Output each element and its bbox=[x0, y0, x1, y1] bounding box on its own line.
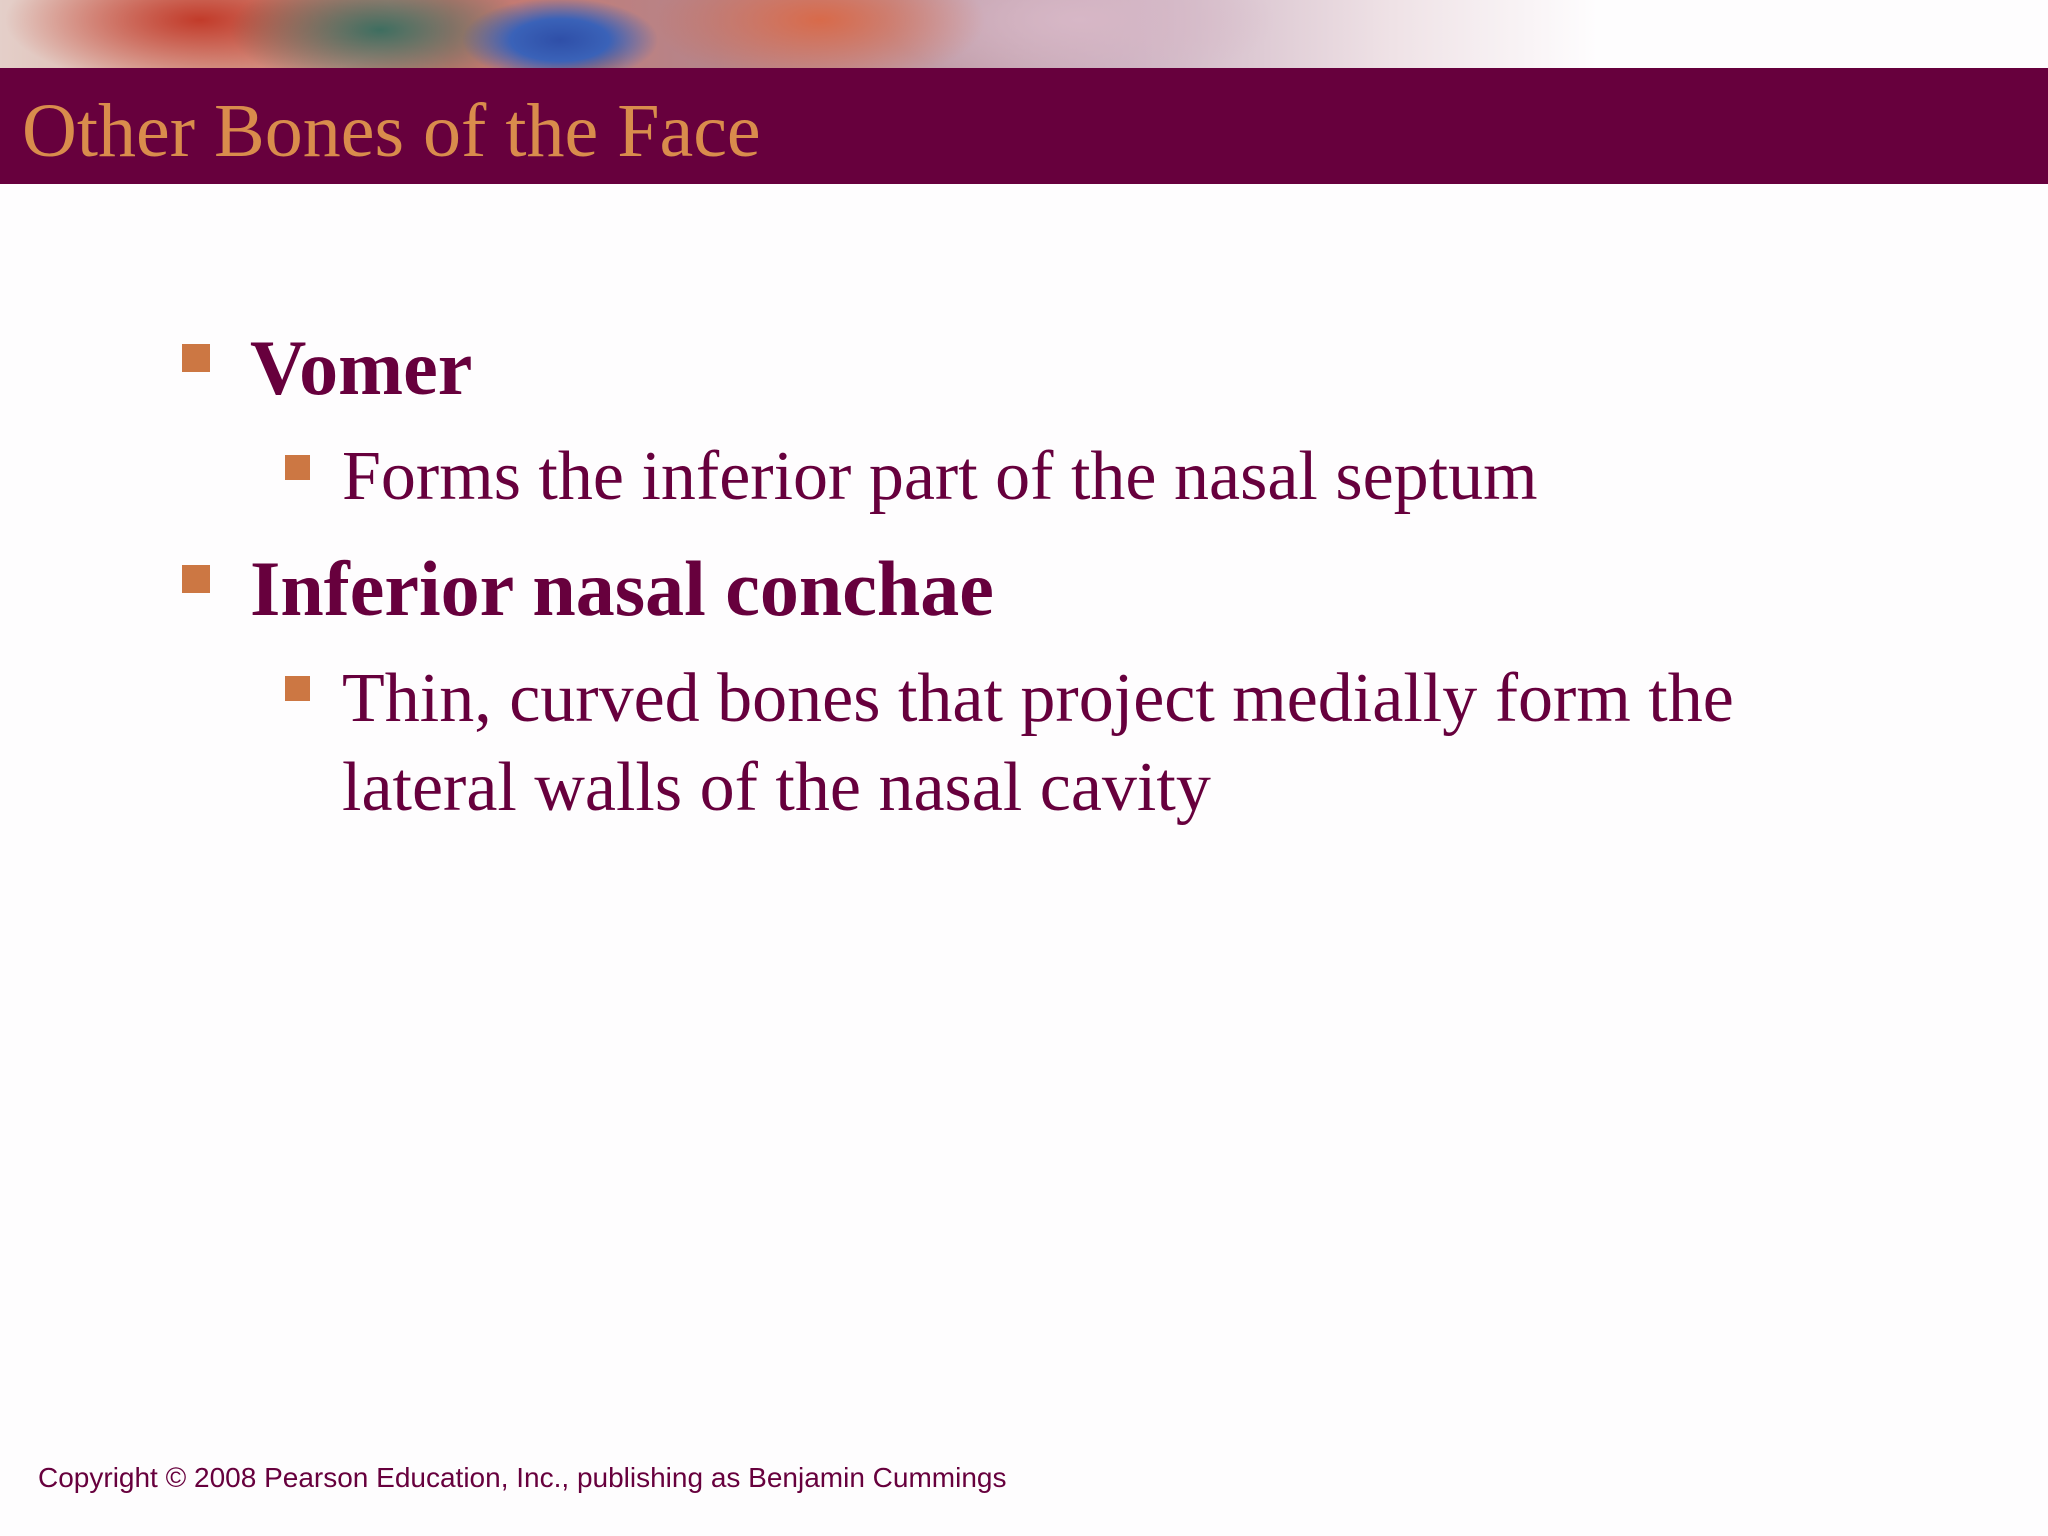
bullet-vomer: Vomer bbox=[250, 324, 473, 411]
header-banner-image bbox=[0, 0, 2048, 68]
sub-bullet-vomer-description: Forms the inferior part of the nasal septum bbox=[342, 438, 1538, 515]
copyright-footer: Copyright © 2008 Pearson Education, Inc., publishing as Benjamin Cummings bbox=[38, 1462, 1007, 1493]
sub-bullet-conchae-description-line2: lateral walls of the nasal cavity bbox=[342, 749, 1211, 826]
bullet-icon bbox=[182, 565, 210, 593]
slide-title: Other Bones of the Face bbox=[22, 89, 761, 173]
bullet-icon bbox=[182, 344, 210, 372]
sub-bullet-icon bbox=[285, 676, 310, 701]
sub-bullet-conchae-description-line1: Thin, curved bones that project medially form the bbox=[342, 660, 1734, 737]
sub-bullet-icon bbox=[285, 455, 310, 480]
bullet-inferior-nasal-conchae: Inferior nasal conchae bbox=[250, 545, 994, 632]
